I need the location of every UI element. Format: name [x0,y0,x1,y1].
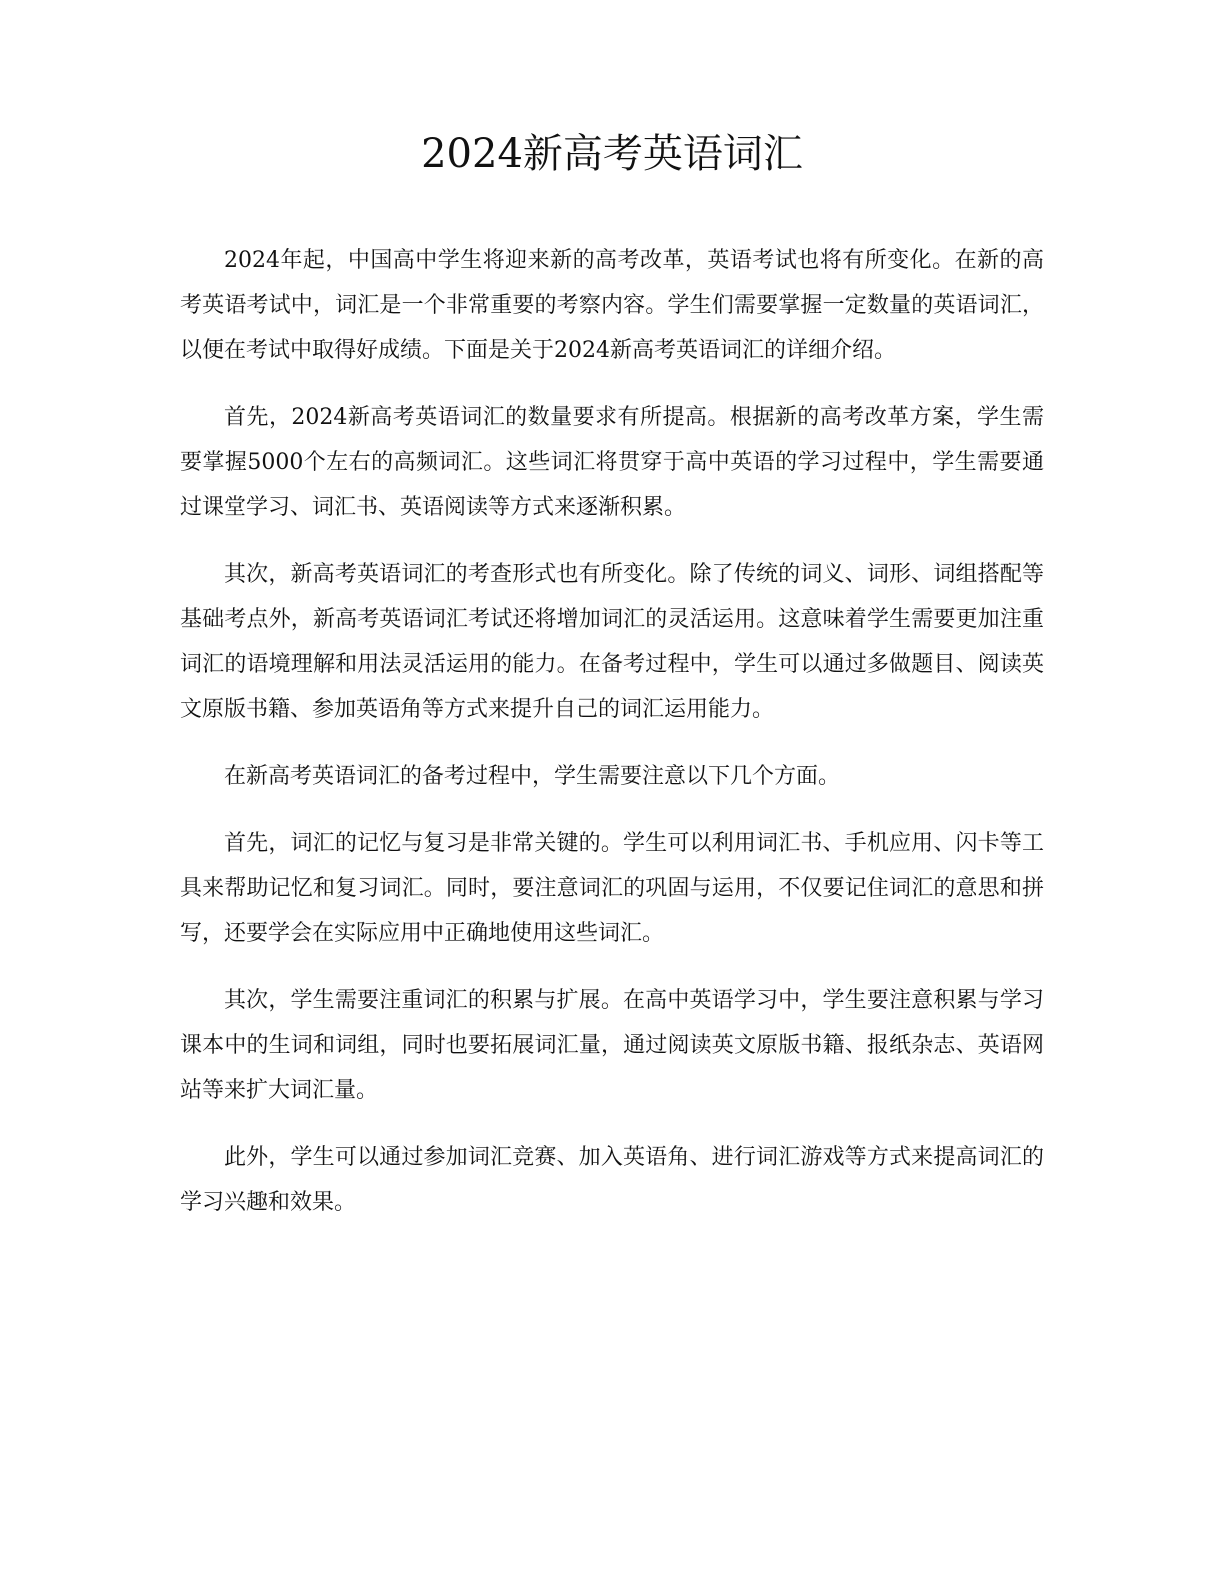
paragraph-preparation-aspects: 在新高考英语词汇的备考过程中，学生需要注意以下几个方面。 [224,764,841,789]
paragraph-accumulation-expansion: 其次，学生需要注重词汇的积累与扩展。在高中英语学习中，学生要注意积累与学习课本中的生词和词组，同时也要拓展词汇量，通过阅读英文原版书籍、报纸杂志、英语网站等来扩大词汇量。 [180,988,1044,1103]
paragraph-vocabulary-quantity: 首先，2024新高考英语词汇的数量要求有所提高。根据新的高考改革方案，学生需要掌握5000个左右的高频词汇。这些词汇将贯穿于高中英语的学习过程中，学生需要通过课堂学习、词汇书、英语阅读等方式来逐渐积累。 [180,405,1044,520]
document-body [180,238,1044,1247]
paragraph-interest-activities: 此外，学生可以通过参加词汇竞赛、加入英语角、进行词汇游戏等方式来提高词汇的学习兴趣和效果。 [180,1145,1044,1215]
paragraph-intro: 2024年起，中国高中学生将迎来新的高考改革，英语考试也将有所变化。在新的高考英语考试中，词汇是一个非常重要的考察内容。学生们需要掌握一定数量的英语词汇，以便在考试中取得好成绩。下面是关于2024新高考英语词汇的详细介绍。 [180,248,1044,363]
document-title: 2024新高考英语词汇 [421,131,803,177]
paragraph-exam-format: 其次，新高考英语词汇的考查形式也有所变化。除了传统的词义、词形、词组搭配等基础考点外，新高考英语词汇考试还将增加词汇的灵活运用。这意味着学生需要更加注重词汇的语境理解和用法灵活运用的能力。在备考过程中，学生可以通过多做题目、阅读英文原版书籍、参加英语角等方式来提升自己的词汇运用能力。 [180,562,1044,722]
paragraph-memory-review: 首先，词汇的记忆与复习是非常关键的。学生可以利用词汇书、手机应用、闪卡等工具来帮助记忆和复习词汇。同时，要注意词汇的巩固与运用，不仅要记住词汇的意思和拼写，还要学会在实际应用中正确地使用这些词汇。 [180,831,1044,946]
